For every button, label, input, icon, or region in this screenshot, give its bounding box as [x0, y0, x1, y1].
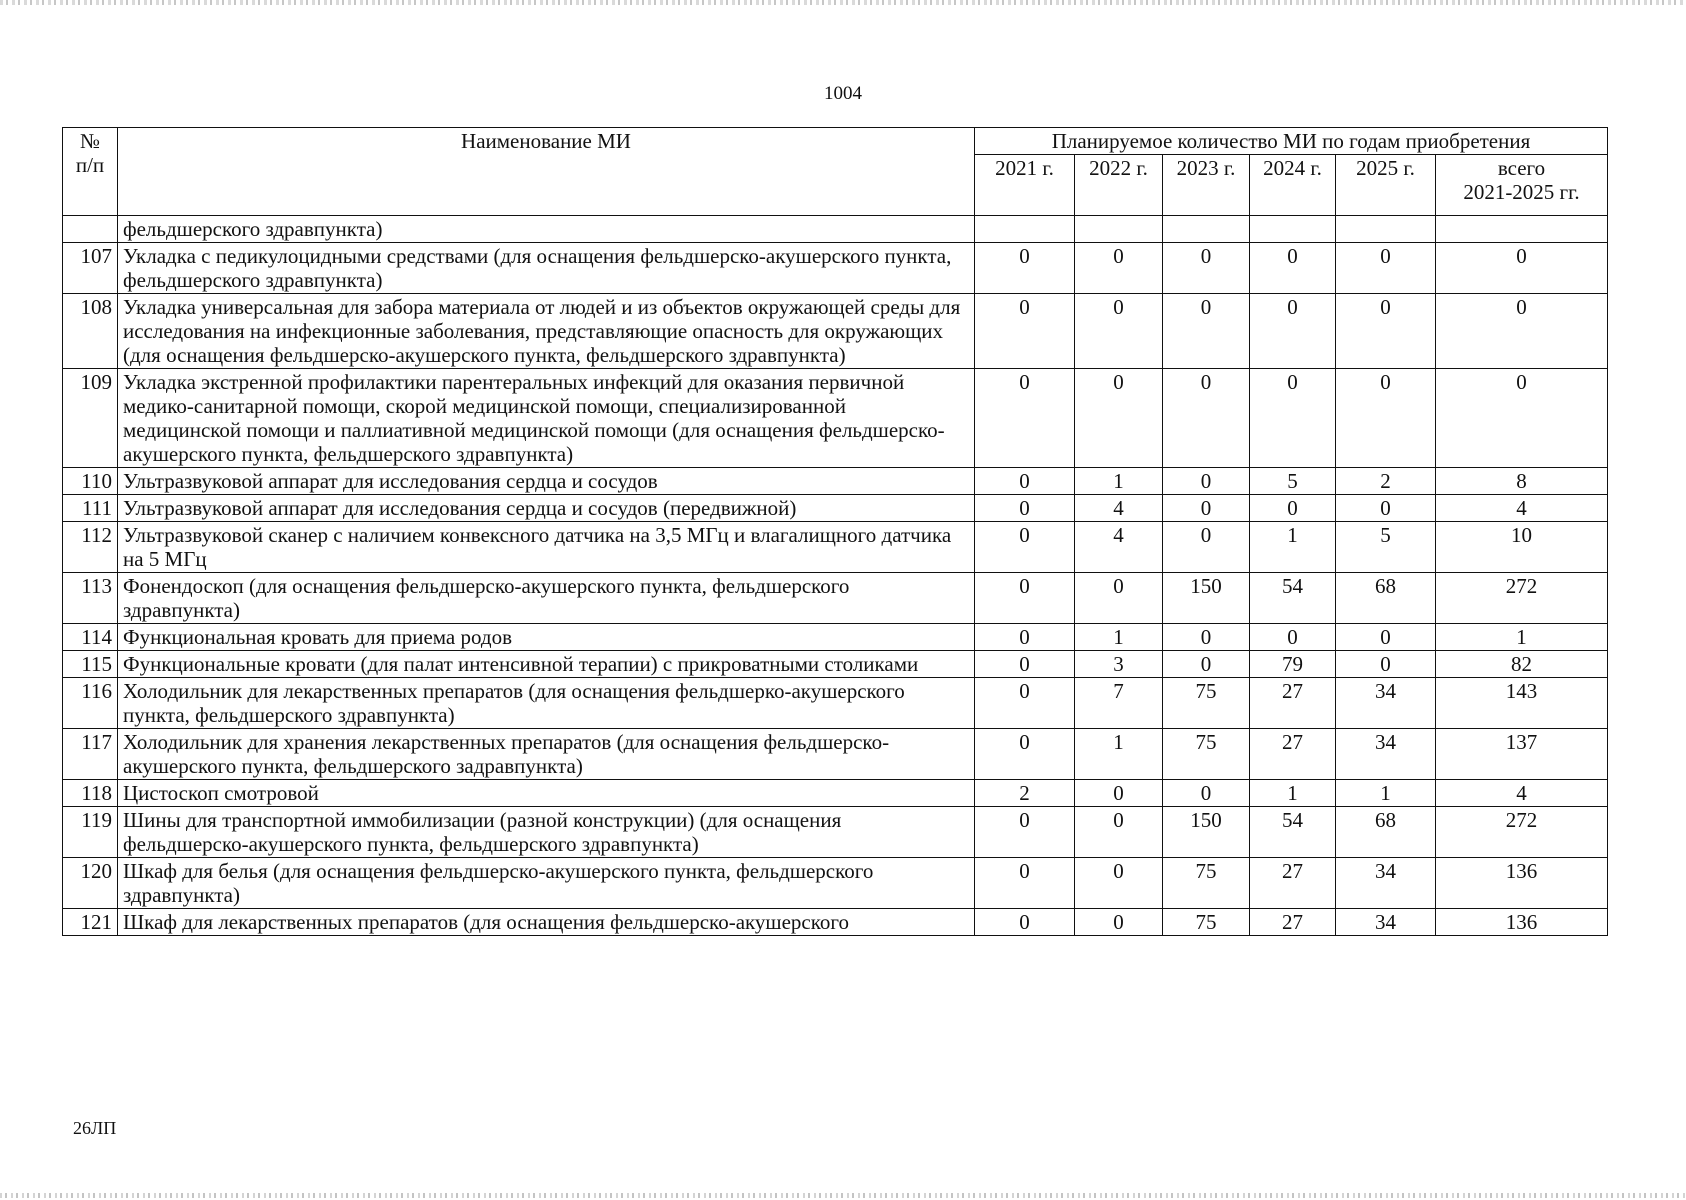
table-row [63, 468, 1608, 495]
row-number: 115 [63, 651, 118, 678]
value-total: 136 [1436, 858, 1608, 909]
value-2025: 68 [1336, 573, 1436, 624]
value-2023: 0 [1163, 369, 1250, 468]
item-name: Ультразвуковой сканер с наличием конвексного датчика на 3,5 МГц и влагалищного датчика на 5 МГц [118, 522, 975, 573]
row-number-cell [63, 216, 118, 243]
value-total: 0 [1436, 369, 1608, 468]
value-total: 10 [1436, 522, 1608, 573]
value-2023: 0 [1163, 294, 1250, 369]
row-number: 121 [63, 909, 118, 936]
value-2021: 2 [975, 780, 1075, 807]
row-number: 118 [63, 780, 118, 807]
header-num-line1: № [79, 129, 101, 153]
header-item-name: Наименование МИ [118, 128, 975, 216]
value-2022: 0 [1075, 243, 1163, 294]
value-2024: 5 [1250, 468, 1336, 495]
value-total: 143 [1436, 678, 1608, 729]
value-2025: 0 [1336, 624, 1436, 651]
value-cell [1163, 216, 1250, 243]
table-row [63, 807, 1608, 858]
value-2023: 0 [1163, 468, 1250, 495]
table-row [63, 573, 1608, 624]
row-number: 120 [63, 858, 118, 909]
value-2024: 54 [1250, 573, 1336, 624]
value-2024: 1 [1250, 780, 1336, 807]
value-2025: 34 [1336, 858, 1436, 909]
value-total: 0 [1436, 243, 1608, 294]
item-name: Холодильник для лекарственных препаратов (для оснащения фельдшерко-акушерского пункта, фельдшерского здравпункта) [118, 678, 975, 729]
value-2021: 0 [975, 243, 1075, 294]
value-2021: 0 [975, 468, 1075, 495]
item-name: Холодильник для хранения лекарственных препаратов (для оснащения фельдшерско-акушерского пункта, фельдшерского задравпункта) [118, 729, 975, 780]
value-2025: 2 [1336, 468, 1436, 495]
table-row [63, 909, 1608, 936]
value-2024: 27 [1250, 858, 1336, 909]
value-2022: 0 [1075, 573, 1163, 624]
value-total: 272 [1436, 807, 1608, 858]
item-name: Цистоскоп смотровой [118, 780, 975, 807]
value-2021: 0 [975, 369, 1075, 468]
value-2025: 0 [1336, 651, 1436, 678]
scan-edge-bottom [0, 1193, 1686, 1198]
table-row [63, 678, 1608, 729]
value-2021: 0 [975, 807, 1075, 858]
value-2025: 34 [1336, 729, 1436, 780]
table-row [63, 624, 1608, 651]
header-year-2025: 2025 г. [1336, 155, 1436, 216]
header-num-line2: п/п [75, 153, 105, 177]
value-2024: 79 [1250, 651, 1336, 678]
header-planned-quantity: Планируемое количество МИ по годам приобретения [975, 128, 1608, 155]
item-name: Шкаф для белья (для оснащения фельдшерско-акушерского пункта, фельдшерского здравпункта) [118, 858, 975, 909]
item-name: Фонендоскоп (для оснащения фельдшерско-акушерского пункта, фельдшерского здравпункта) [118, 573, 975, 624]
item-name: Укладка экстренной профилактики парентеральных инфекций для оказания первичной медико-санитарной помощи, скорой медицинской помощи, специализированной медицинской помощи и паллиативной медицинской помощи (для оснащения фельдшерско-акушерского пункта, фельдшерского здравпункта) [118, 369, 975, 468]
value-2023: 0 [1163, 651, 1250, 678]
value-total: 82 [1436, 651, 1608, 678]
value-total: 8 [1436, 468, 1608, 495]
header-year-2021: 2021 г. [975, 155, 1075, 216]
value-2021: 0 [975, 909, 1075, 936]
value-2024: 0 [1250, 243, 1336, 294]
value-total: 1 [1436, 624, 1608, 651]
value-2022: 4 [1075, 522, 1163, 573]
value-2023: 150 [1163, 807, 1250, 858]
value-cell [1336, 216, 1436, 243]
item-name: Ультразвуковой аппарат для исследования сердца и сосудов (передвижной) [118, 495, 975, 522]
row-number: 112 [63, 522, 118, 573]
header-year-2022: 2022 г. [1075, 155, 1163, 216]
value-2025: 0 [1336, 294, 1436, 369]
table-row-continuation [63, 216, 1608, 243]
table-row [63, 522, 1608, 573]
row-number: 116 [63, 678, 118, 729]
row-number: 109 [63, 369, 118, 468]
value-2024: 0 [1250, 369, 1336, 468]
value-2024: 27 [1250, 678, 1336, 729]
value-2021: 0 [975, 651, 1075, 678]
row-number: 108 [63, 294, 118, 369]
value-2022: 3 [1075, 651, 1163, 678]
value-2022: 4 [1075, 495, 1163, 522]
item-name: Ультразвуковой аппарат для исследования сердца и сосудов [118, 468, 975, 495]
table-row [63, 495, 1608, 522]
item-name: Функциональные кровати (для палат интенсивной терапии) с прикроватными столиками [118, 651, 975, 678]
value-2021: 0 [975, 624, 1075, 651]
value-2022: 7 [1075, 678, 1163, 729]
header-year-2024: 2024 г. [1250, 155, 1336, 216]
value-2024: 1 [1250, 522, 1336, 573]
item-name: Укладка с педикулоцидными средствами (для оснащения фельдшерско-акушерского пункта, фельдшерского здравпункта) [118, 243, 975, 294]
header-total-line1: всего [1497, 156, 1546, 180]
value-2024: 0 [1250, 294, 1336, 369]
item-name: Функциональная кровать для приема родов [118, 624, 975, 651]
item-name: Шины для транспортной иммобилизации (разной конструкции) (для оснащения фельдшерско-акушерского пункта, фельдшерского здравпункта) [118, 807, 975, 858]
value-2023: 0 [1163, 495, 1250, 522]
value-total: 272 [1436, 573, 1608, 624]
value-cell [1075, 216, 1163, 243]
value-2021: 0 [975, 573, 1075, 624]
value-2022: 0 [1075, 807, 1163, 858]
item-name: Укладка универсальная для забора материала от людей и из объектов окружающей среды для исследования на инфекционные заболевания, представляющие опасность для окружающих (для оснащения фельдшерско-акушерского пункта, фельдшерского здравпункта) [118, 294, 975, 369]
value-2025: 34 [1336, 909, 1436, 936]
value-2023: 75 [1163, 909, 1250, 936]
value-cell [1250, 216, 1336, 243]
table-row [63, 651, 1608, 678]
equipment-table [62, 127, 1608, 936]
table-row [63, 729, 1608, 780]
value-2023: 75 [1163, 858, 1250, 909]
value-2021: 0 [975, 729, 1075, 780]
value-2025: 0 [1336, 243, 1436, 294]
value-2025: 34 [1336, 678, 1436, 729]
value-total: 4 [1436, 495, 1608, 522]
value-2025: 68 [1336, 807, 1436, 858]
table-row [63, 858, 1608, 909]
item-name: Шкаф для лекарственных препаратов (для оснащения фельдшерско-акушерского [118, 909, 975, 936]
value-2021: 0 [975, 678, 1075, 729]
continuation-text: фельдшерского здравпункта) [118, 216, 975, 243]
value-2022: 0 [1075, 909, 1163, 936]
value-2025: 5 [1336, 522, 1436, 573]
value-2022: 0 [1075, 780, 1163, 807]
value-2022: 0 [1075, 369, 1163, 468]
value-2023: 0 [1163, 243, 1250, 294]
value-2022: 1 [1075, 729, 1163, 780]
table-row [63, 243, 1608, 294]
table-header-row [63, 128, 1608, 155]
value-2024: 27 [1250, 729, 1336, 780]
value-2022: 1 [1075, 624, 1163, 651]
header-year-2023: 2023 г. [1163, 155, 1250, 216]
value-2023: 0 [1163, 780, 1250, 807]
scan-edge-top [0, 0, 1686, 5]
value-2023: 75 [1163, 729, 1250, 780]
header-total [1436, 155, 1608, 216]
value-2024: 0 [1250, 495, 1336, 522]
header-row-number [63, 128, 118, 216]
row-number: 117 [63, 729, 118, 780]
value-2024: 27 [1250, 909, 1336, 936]
value-2023: 0 [1163, 624, 1250, 651]
footer-code: 26ЛП [73, 1118, 117, 1138]
value-2021: 0 [975, 495, 1075, 522]
value-2023: 150 [1163, 573, 1250, 624]
value-2022: 0 [1075, 294, 1163, 369]
page-number: 1004 [824, 83, 862, 104]
row-number: 119 [63, 807, 118, 858]
value-2023: 0 [1163, 522, 1250, 573]
value-2025: 0 [1336, 369, 1436, 468]
value-2023: 75 [1163, 678, 1250, 729]
value-total: 0 [1436, 294, 1608, 369]
value-2021: 0 [975, 522, 1075, 573]
row-number: 114 [63, 624, 118, 651]
value-cell [1436, 216, 1608, 243]
table-row [63, 369, 1608, 468]
value-2021: 0 [975, 294, 1075, 369]
table-row [63, 780, 1608, 807]
table-row [63, 294, 1608, 369]
value-total: 136 [1436, 909, 1608, 936]
value-cell [975, 216, 1075, 243]
header-total-line2: 2021-2025 гг. [1463, 180, 1580, 204]
value-2024: 0 [1250, 624, 1336, 651]
value-2025: 1 [1336, 780, 1436, 807]
value-total: 4 [1436, 780, 1608, 807]
value-2025: 0 [1336, 495, 1436, 522]
value-2022: 1 [1075, 468, 1163, 495]
value-2024: 54 [1250, 807, 1336, 858]
row-number: 110 [63, 468, 118, 495]
value-2022: 0 [1075, 858, 1163, 909]
value-2021: 0 [975, 858, 1075, 909]
row-number: 111 [63, 495, 118, 522]
value-total: 137 [1436, 729, 1608, 780]
row-number: 107 [63, 243, 118, 294]
row-number: 113 [63, 573, 118, 624]
